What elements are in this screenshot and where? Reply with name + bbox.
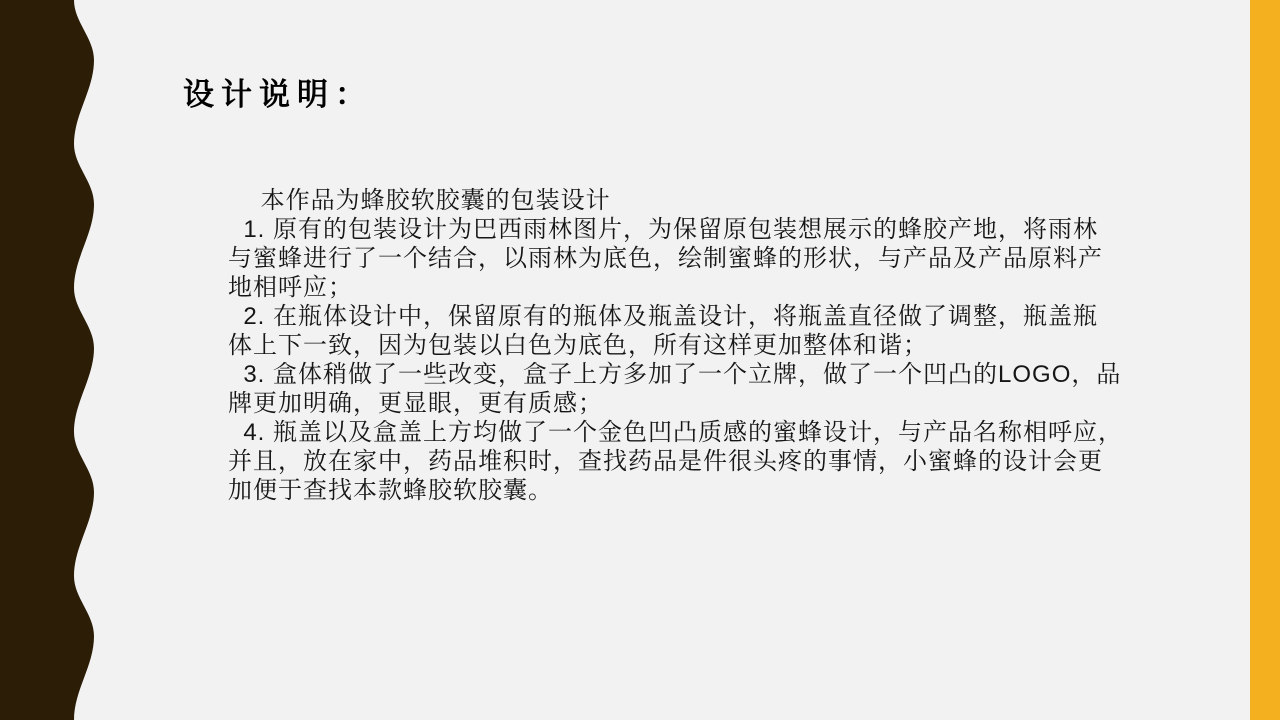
- body-line: 本作品为蜂胶软胶囊的包装设计: [228, 187, 611, 214]
- design-description-text: [228, 186, 1123, 505]
- left-wave-decoration: [0, 0, 100, 720]
- body-line: 1. 原有的包装设计为巴西雨林图片，为保留原包装想展示的蜂胶产地，将雨林: [228, 216, 1099, 243]
- body-line: 地相呼应；: [228, 274, 353, 301]
- slide-title: 设计说明：: [183, 77, 373, 112]
- body-line: 2. 在瓶体设计中，保留原有的瓶体及瓶盖设计，将瓶盖直径做了调整，瓶盖瓶: [228, 303, 1099, 330]
- body-line: 3. 盒体稍做了一些改变，盒子上方多加了一个立牌，做了一个凹凸的LOGO，品: [228, 361, 1122, 388]
- right-accent-bar: [1250, 0, 1280, 720]
- body-line: 4. 瓶盖以及盒盖上方均做了一个金色凹凸质感的蜜蜂设计，与产品名称相呼应，: [228, 419, 1124, 446]
- body-line: 并且，放在家中，药品堆积时，查找药品是件很头疼的事情，小蜜蜂的设计会更: [228, 448, 1103, 475]
- body-line: 与蜜蜂进行了一个结合，以雨林为底色，绘制蜜蜂的形状，与产品及产品原料产: [228, 245, 1103, 272]
- body-line: 加便于查找本款蜂胶软胶囊。: [228, 477, 553, 504]
- body-line: 牌更加明确，更显眼，更有质感；: [228, 390, 603, 417]
- body-line: 体上下一致，因为包装以白色为底色，所有这样更加整体和谐；: [228, 332, 928, 359]
